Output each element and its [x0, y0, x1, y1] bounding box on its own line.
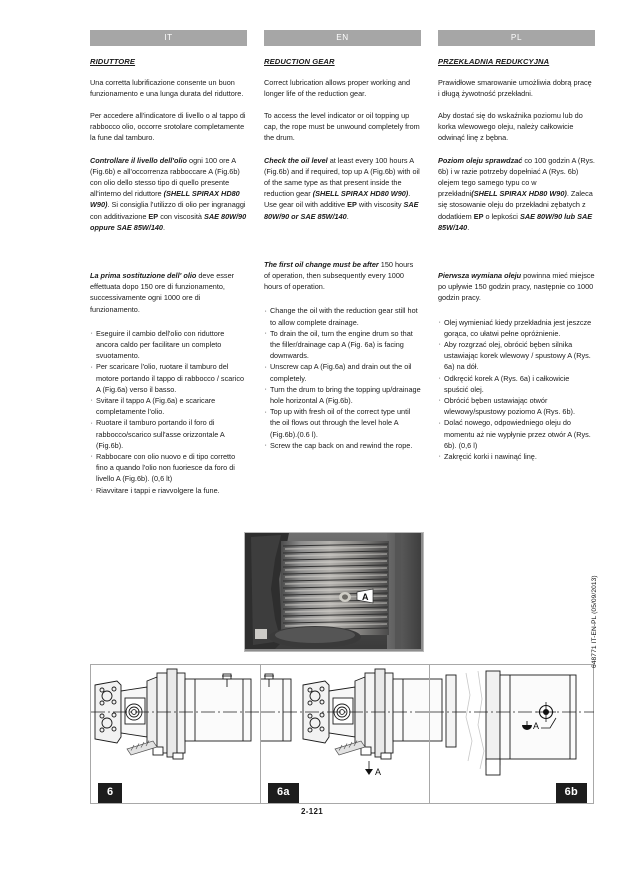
oil-viscosity-it: SAE 80W/90 oppure SAE 85W/140	[90, 211, 247, 232]
figure-6a-callout-label: A	[375, 767, 382, 777]
figure-tag-6a: 6a	[268, 783, 299, 803]
language-header-it: IT	[90, 30, 247, 46]
photo-callout-label: A	[362, 592, 369, 602]
oil-check-body1-en: at least every 100 hours A (Fig.6b) and if required, top up A (Fig.6b) with oil of the same type as that present inside the reduction gear	[264, 155, 420, 199]
bullet-list-en	[264, 305, 421, 451]
oil-check-body1-pl: co 100 godzin A (Rys. 6b) i w razie potrzeby dopełniać A (Rys. 6b) olejem tego samego typu co w przekładni	[438, 155, 595, 199]
oil-change-body-pl: powinna mieć miejsce po upływie 150 godzin pracy, następnie co 1000 godzin pracy.	[438, 270, 595, 303]
oil-check-body2-pl: . Zaleca się stosowanie oleju do przekładni zębatych z dodatkiem	[438, 189, 593, 221]
list-item: · Unscrew cap A (Fig.6a) and drain out the oil completely.	[264, 361, 421, 383]
list-item: · Zakręcić korki i nawinąć linę.	[438, 451, 595, 462]
paragraph-it-1: Una corretta lubrificazione consente un buon funzionamento e una lunga durata del riduttore.	[90, 77, 244, 98]
technical-drawings-panel	[90, 664, 594, 804]
oil-change-lead-pl: Pierwsza wymiana oleju	[438, 270, 522, 280]
language-header-pl: PL	[438, 30, 595, 46]
oil-additive-pl: EP	[473, 211, 484, 221]
oil-spec-en: (SHELL SPIRAX HD80 W90)	[312, 189, 409, 199]
list-item: · Odkręcić korek A (Rys. 6a) i całkowicie spuścić olej.	[438, 373, 595, 395]
document-side-code: 648771 IT-EN-PL (05/09/2013)	[591, 575, 598, 668]
paragraph-en-1: Correct lubrication allows proper working and longer life of the reduction gear.	[264, 77, 411, 98]
bullet-list-pl	[438, 317, 595, 463]
column-pl	[438, 30, 595, 496]
figure-6	[91, 665, 259, 803]
oil-check-body3-en: with viscosity	[358, 200, 402, 210]
list-item: · Turn the drum to bring the topping up/drainage hole horizontal A (Fig.6b).	[264, 384, 421, 406]
oil-change-pl	[438, 270, 595, 304]
oil-check-body3-it: con viscosità	[160, 211, 202, 221]
oil-change-body-en: 150 hours of operation, then subsequently every 1000 hours of operation.	[264, 259, 414, 292]
language-columns	[90, 30, 595, 496]
list-item: · Screw the cap back on and rewind the rope.	[264, 440, 421, 451]
oil-spec-pl: (SHELL SPIRAX HD80 W90)	[471, 189, 567, 199]
list-item: · Dolać nowego, odpowiedniego oleju do momentu aż nie wypłynie przez otwór A (Rys. 6b). (0,6 l)	[438, 417, 595, 451]
oil-check-en	[264, 155, 421, 222]
oil-check-body4-en: .	[346, 211, 349, 221]
oil-change-lead-en: The first oil change must be after	[264, 259, 379, 269]
list-item: · Obrócić bęben ustawiając otwór wlewowy/spustowy poziomo A (Rys. 6b).	[438, 395, 595, 417]
paragraph-pl-1: Prawidłowe smarowanie umożliwia dobrą pracę i długą żywotność przekładni.	[438, 77, 592, 98]
oil-viscosity-en: SAE 80W/90 or SAE 85W/140	[264, 200, 419, 221]
oil-check-lead-it: Controllare il livello dell'olio	[90, 155, 188, 165]
section-title-pl: PRZEKŁADNIA REDUKCYJNA	[438, 56, 550, 66]
column-spacer-pl	[438, 233, 595, 259]
language-header-en: EN	[264, 30, 421, 46]
list-item: · To drain the oil, turn the engine drum so that the filler/drainage cap A (Fig. 6a) is facing downwards.	[264, 328, 421, 362]
oil-check-body4-it: .	[163, 222, 166, 232]
figure-6a	[260, 665, 429, 803]
list-item: · Rabbocare con olio nuovo e di tipo corretto fino a quando l'olio non fuoriesce da foro di livello A (Fig.6b). (0,6 lt)	[90, 451, 247, 485]
list-item: · Aby rozgrzać olej, obrócić bęben silnika ustawiając korek wlewowy / spustowy A (Rys. 6a) na dół.	[438, 339, 595, 373]
oil-check-lead-pl: Poziom oleju sprawdzać	[438, 155, 523, 165]
figure-6b-callout-label: A	[533, 721, 540, 731]
figure-tag-6: 6	[98, 783, 122, 803]
column-it	[90, 30, 247, 496]
figure-tag-6b: 6b	[556, 783, 587, 803]
list-item: · Riavvitare i tappi e riavvolgere la fune.	[90, 485, 247, 496]
bullet-list-it	[90, 328, 247, 496]
oil-check-pl	[438, 155, 595, 233]
column-spacer-en	[264, 222, 421, 248]
oil-check-body3-pl: o lepkości	[485, 211, 518, 221]
oil-check-body2-it: . Si consiglia l'utilizzo di olio per ingranaggi con additivazione	[90, 200, 246, 221]
oil-check-body4-pl: .	[467, 222, 470, 232]
list-item: · Change the oil with the reduction gear still hot to allow complete drainage.	[264, 305, 421, 327]
paragraph-pl-2: Aby dostać się do wskaźnika poziomu lub do korka wlewowego oleju, należy całkowicie odwinąć linę z bębna.	[438, 110, 583, 143]
list-item: · Eseguire il cambio dell'olio con riduttore ancora caldo per facilitare un completo svuotamento.	[90, 328, 247, 362]
column-spacer-it	[90, 233, 247, 259]
photo-image	[245, 533, 421, 649]
oil-check-body1-it: ogni 100 ore A (Fig.6b) e all'occorrenza rabboccare A (Fig.6b) con olio dello stesso tipo di quello presente all'interno del riduttore	[90, 155, 240, 199]
oil-check-body2-en: . Use gear oil with additive	[264, 189, 411, 210]
oil-additive-en: EP	[347, 200, 357, 210]
oil-additive-it: EP	[148, 211, 159, 221]
page-number: 2-121	[301, 807, 323, 816]
section-title-en: REDUCTION GEAR	[264, 56, 335, 66]
oil-viscosity-pl: SAE 80W/90 lub SAE 85W/140	[438, 211, 593, 232]
section-title-it: RIDUTTORE	[90, 56, 136, 66]
paragraph-it-2: Per accedere all'indicatore di livello o al tappo di rabbocco olio, occorre srotolare completamente la fune dal tamburo.	[90, 110, 246, 143]
oil-change-lead-it: La prima sostituzione dell' olio	[90, 270, 197, 280]
oil-check-lead-en: Check the oil level	[264, 155, 328, 165]
oil-change-body-it: deve esser effettuata dopo 150 ore di funzionamento, successivamente ogni 1000 ore di funzionamento.	[90, 270, 235, 314]
list-item: · Ruotare il tamburo portando il foro di rabbocco/scarico sull'asse orizzontale A (Fig.6b).	[90, 417, 247, 451]
paragraph-en-2: To access the level indicator or oil topping up cap, the rope must be unwound completely from the drum.	[264, 110, 420, 143]
winch-drum-photo	[244, 532, 424, 652]
figure-6a-callout	[365, 761, 381, 777]
oil-spec-it: (SHELL SPIRAX HD80 W90)	[90, 189, 240, 210]
list-item: · Olej wymieniać kiedy przekładnia jest jeszcze gorąca, co ułatwi pełne opróżnienie.	[438, 317, 595, 339]
column-en	[264, 30, 421, 496]
oil-change-it	[90, 270, 247, 315]
list-item: · Top up with fresh oil of the correct type until the oil flows out through the level hole A (Fig.6b).(0.6 l).	[264, 406, 421, 440]
oil-check-it	[90, 155, 247, 233]
figure-6b	[429, 665, 594, 803]
list-item: · Svitare il tappo A (Fig.6a) e scaricare completamente l'olio.	[90, 395, 247, 417]
list-item: · Per scaricare l'olio, ruotare il tamburo del motore portando il tappo di rabbocco / scarico A (Fig.6a) verso il basso.	[90, 361, 247, 395]
oil-change-en	[264, 259, 421, 293]
